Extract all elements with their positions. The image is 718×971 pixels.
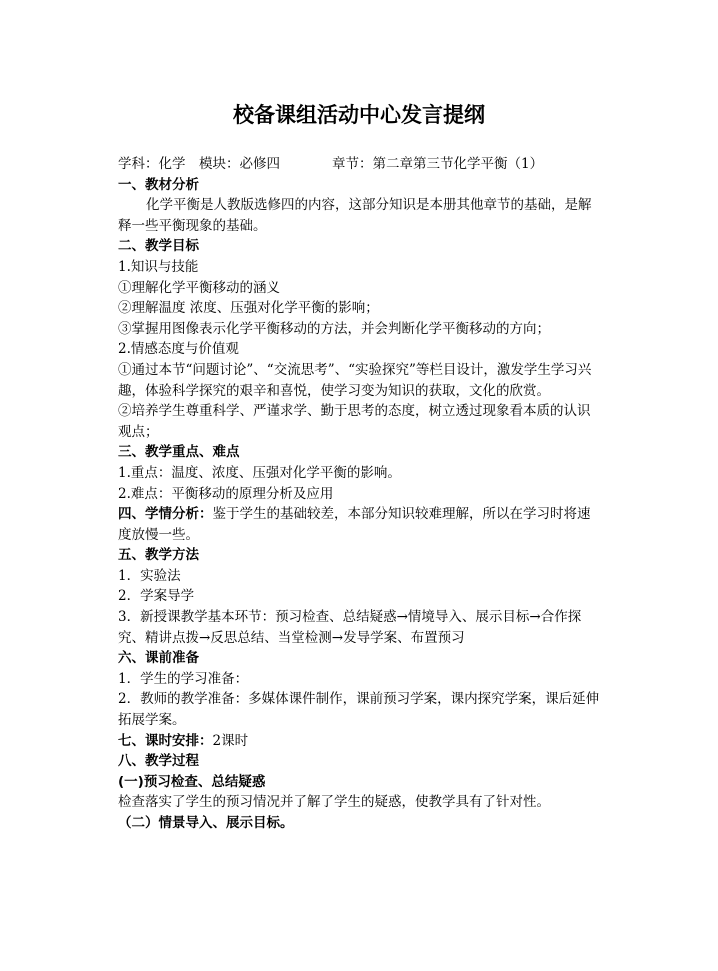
objective-item: ①通过本节“问题讨论”、“交流思考”、“实验探究”等栏目设计，激发学生学习兴趣，体验科学探究的艰辛和喜悦，使学习变为知识的获取，文化的欣赏。 xyxy=(118,361,592,399)
objective-item: ①理解化学平衡移动的涵义 xyxy=(118,279,280,296)
meta-line xyxy=(118,154,600,175)
objective-item: ③掌握用图像表示化学平衡移动的方法，并会判断化学平衡移动的方向； xyxy=(118,320,550,337)
meta-chapter: 章节：第二章第三节化学平衡（1） xyxy=(332,156,544,172)
process-sub-preview: (一)预习检查、总结疑惑 xyxy=(118,773,266,790)
preparation-item: 1．学生的学习准备： xyxy=(118,670,249,687)
keypoint-item: 1.重点：温度、浓度、压强对化学平衡的影响。 xyxy=(118,464,401,481)
preparation-item: 2．教师的教学准备：多媒体课件制作，课前预习学案，课内探究学案，课后延伸拓展学案。 xyxy=(118,691,600,729)
section-heading-process: 八、教学过程 xyxy=(118,753,199,770)
section-heading-methods: 五、教学方法 xyxy=(118,547,199,564)
section-learner-analysis xyxy=(118,504,600,545)
section-heading-preparation: 六、课前准备 xyxy=(118,650,199,667)
section-heading-materials: 一、教材分析 xyxy=(118,176,199,193)
document-title: 校备课组活动中心发言提纲 xyxy=(233,103,485,127)
section-heading-keypoints: 三、教学重点、难点 xyxy=(118,444,240,461)
section-schedule xyxy=(118,731,600,752)
meta-subject: 学科：化学 xyxy=(118,156,186,172)
objective-item: ②培养学生尊重科学、严谨求学、勤于思考的态度，树立透过现象看本质的认识观点； xyxy=(118,403,591,440)
section-heading-schedule: 七、课时安排： xyxy=(118,732,213,749)
objectives-sub-attitude: 2.情感态度与价值观 xyxy=(118,341,239,358)
section-heading-objectives: 二、教学目标 xyxy=(118,238,199,255)
section-body-learner: 鉴于学生的基础较差，本部分知识较难理解，所以在学习时将速度放慢一些。 xyxy=(118,506,591,543)
process-sub-intro: （二）情景导入、展示目标。 xyxy=(118,815,294,831)
section-body-materials: 化学平衡是人教版选修四的内容，这部分知识是本册其他章节的基础，是解释一些平衡现象的基础。 xyxy=(118,197,592,234)
objective-item: ②理解温度 浓度、压强对化学平衡的影响； xyxy=(118,300,379,317)
method-item: 3．新授课教学基本环节：预习检查、总结疑惑→情境导入、展示目标→合作探究、精讲点拨→反思总结、当堂检测→发导学案、布置预习 xyxy=(118,609,582,646)
objectives-sub-knowledge: 1.知识与技能 xyxy=(118,258,199,275)
section-body-schedule: 2课时 xyxy=(212,732,249,749)
process-body-preview: 检查落实了学生的预习情况并了解了学生的疑惑，使教学具有了针对性。 xyxy=(118,794,550,811)
method-item: 1．实验法 xyxy=(118,567,181,584)
meta-module: 模块：必修四 xyxy=(199,156,280,172)
section-heading-learner: 四、学情分析： xyxy=(118,506,213,523)
keypoint-item: 2.难点：平衡移动的原理分析及应用 xyxy=(118,485,334,502)
method-item: 2．学案导学 xyxy=(118,588,195,605)
